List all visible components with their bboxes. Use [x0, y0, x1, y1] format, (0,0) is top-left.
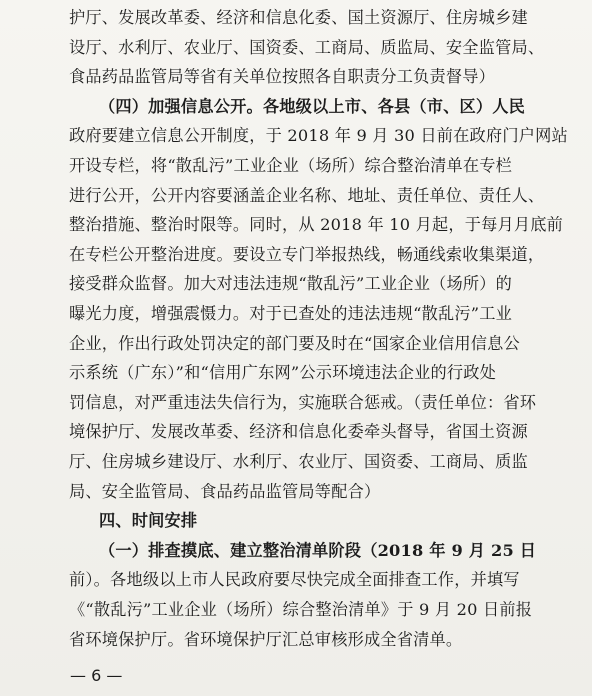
text-line: 政府要建立信息公开制度，于 2018 年 9 月 30 日前在政府门户网站 — [69, 126, 568, 146]
text-line: 局、安全监管局、食品药品监管局等配合） — [69, 481, 381, 501]
text-line: 示系统（广东）”和“信用广东网”公示环境违法企业的行政处 — [69, 363, 497, 383]
text-line: 厅、住房城乡建设厅、水利厅、农业厅、国资委、工商局、质监 — [69, 452, 528, 471]
text-line: 省环境保护厅。省环境保护厅汇总审核形成全省清单。 — [69, 629, 463, 649]
section-heading: 四、时间安排 — [99, 511, 198, 531]
text-line: 开设专栏，将“散乱污”工业企业（场所）综合整治清单在专栏 — [69, 156, 513, 175]
paragraph-heading: （四）加强信息公开。各地级以上市、各县（市、区）人民 — [99, 96, 526, 116]
text-line: 进行公开，公开内容要涵盖企业名称、地址、责任单位、责任人、 — [69, 185, 545, 205]
text-line: 护厅、发展改革委、经济和信息化委、国土资源厅、住房城乡建 — [69, 8, 528, 27]
text-line: 《“散乱污”工业企业（场所）综合整治清单》于 9 月 20 日前报 — [69, 600, 533, 619]
page-number: — 6 — — [70, 666, 123, 685]
paragraph-heading: （一）排查摸底、建立整治清单阶段（2018 年 9 月 25 日 — [99, 540, 537, 560]
text-line: 曝光力度，增强震慑力。对于已查处的违法违规“散乱污”工业 — [69, 304, 513, 323]
text-line: 企业，作出行政处罚决定的部门要及时在“国家企业信用信息公 — [69, 333, 520, 353]
text-line: 整治措施、整治时限等。同时，从 2018 年 10 月起，于每月月底前 — [69, 215, 564, 235]
text-line: 罚信息，对严重违法失信行为，实施联合惩戒。（责任单位：省环 — [69, 392, 537, 412]
text-line: 境保护厅、发展改革委、经济和信息化委牵头督导，省国土资源 — [69, 422, 528, 442]
text-line: 接受群众监督。加大对违法违规“散乱污”工业企业（场所）的 — [69, 274, 513, 294]
text-line: 设厅、水利厅、农业厅、国资委、工商局、质监局、安全监管局、 — [69, 37, 545, 57]
text-line: 食品药品监管局等省有关单位按照各自职责分工负责督导） — [69, 67, 496, 87]
text-line: 前）。各地级以上市人民政府要尽快完成全面排查工作，并填写 — [69, 570, 520, 590]
text-line: 在专栏公开整治进度。要设立专门举报热线，畅通线索收集渠道， — [69, 244, 545, 264]
